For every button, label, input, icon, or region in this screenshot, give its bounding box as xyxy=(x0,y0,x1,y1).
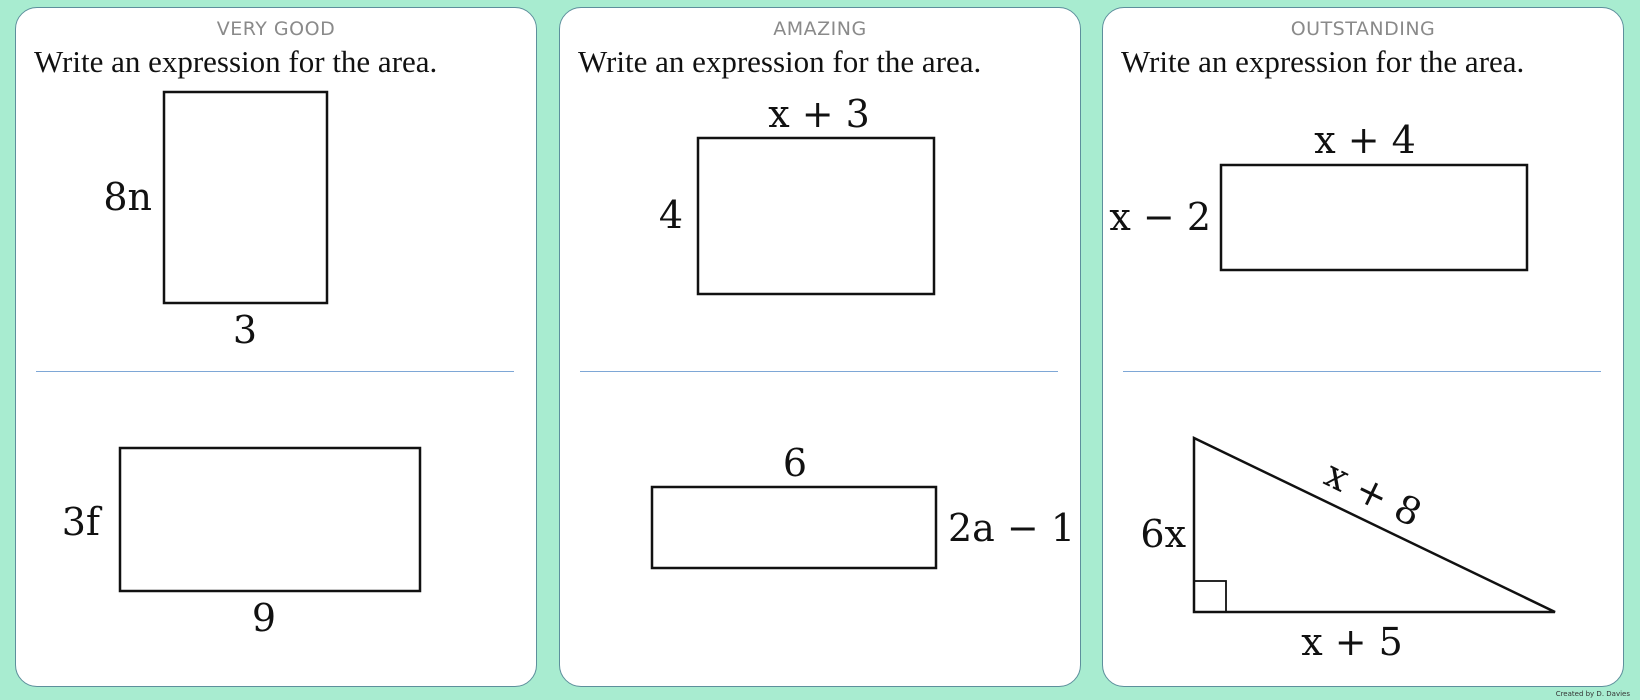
bottom-label: x + 5 xyxy=(1301,620,1403,664)
card-very-good xyxy=(15,7,537,687)
divider xyxy=(36,371,514,372)
top-label: x + 3 xyxy=(768,92,870,136)
instruction: Write an expression for the area. xyxy=(34,44,438,79)
instruction: Write an expression for the area. xyxy=(1121,44,1525,79)
side-label: 4 xyxy=(658,193,683,237)
figure-area xyxy=(16,8,538,688)
card-title: VERY GOOD xyxy=(216,18,336,40)
bottom-label: 9 xyxy=(251,596,277,640)
card-title: OUTSTANDING xyxy=(1290,18,1436,40)
rectangle-shape xyxy=(698,138,934,294)
top-label: x + 4 xyxy=(1314,118,1416,162)
rectangle-shape xyxy=(120,448,420,591)
rectangle-shape xyxy=(652,487,936,568)
hypotenuse-label: x + 8 xyxy=(1317,451,1429,536)
side-label: 3f xyxy=(61,500,100,544)
bottom-label: 3 xyxy=(232,308,258,352)
rectangle-shape xyxy=(1221,165,1527,270)
card-title: AMAZING xyxy=(773,18,867,40)
side-label: 8n xyxy=(103,175,152,219)
side-label: x − 2 xyxy=(1109,195,1211,239)
rectangle-shape xyxy=(164,92,327,303)
right-angle-marker xyxy=(1194,581,1226,612)
side-label: 6x xyxy=(1140,512,1186,556)
triangle-shape xyxy=(1194,438,1555,612)
figure-area xyxy=(1103,8,1625,688)
card-amazing xyxy=(559,7,1081,687)
side-label: 2a − 1 xyxy=(948,506,1076,550)
top-label: 6 xyxy=(782,441,808,485)
card-outstanding xyxy=(1102,7,1624,687)
figure-area xyxy=(560,8,1082,688)
divider xyxy=(1123,371,1601,372)
divider xyxy=(580,371,1058,372)
instruction: Write an expression for the area. xyxy=(578,44,982,79)
credit-text: Created by D. Davies xyxy=(1555,690,1630,698)
